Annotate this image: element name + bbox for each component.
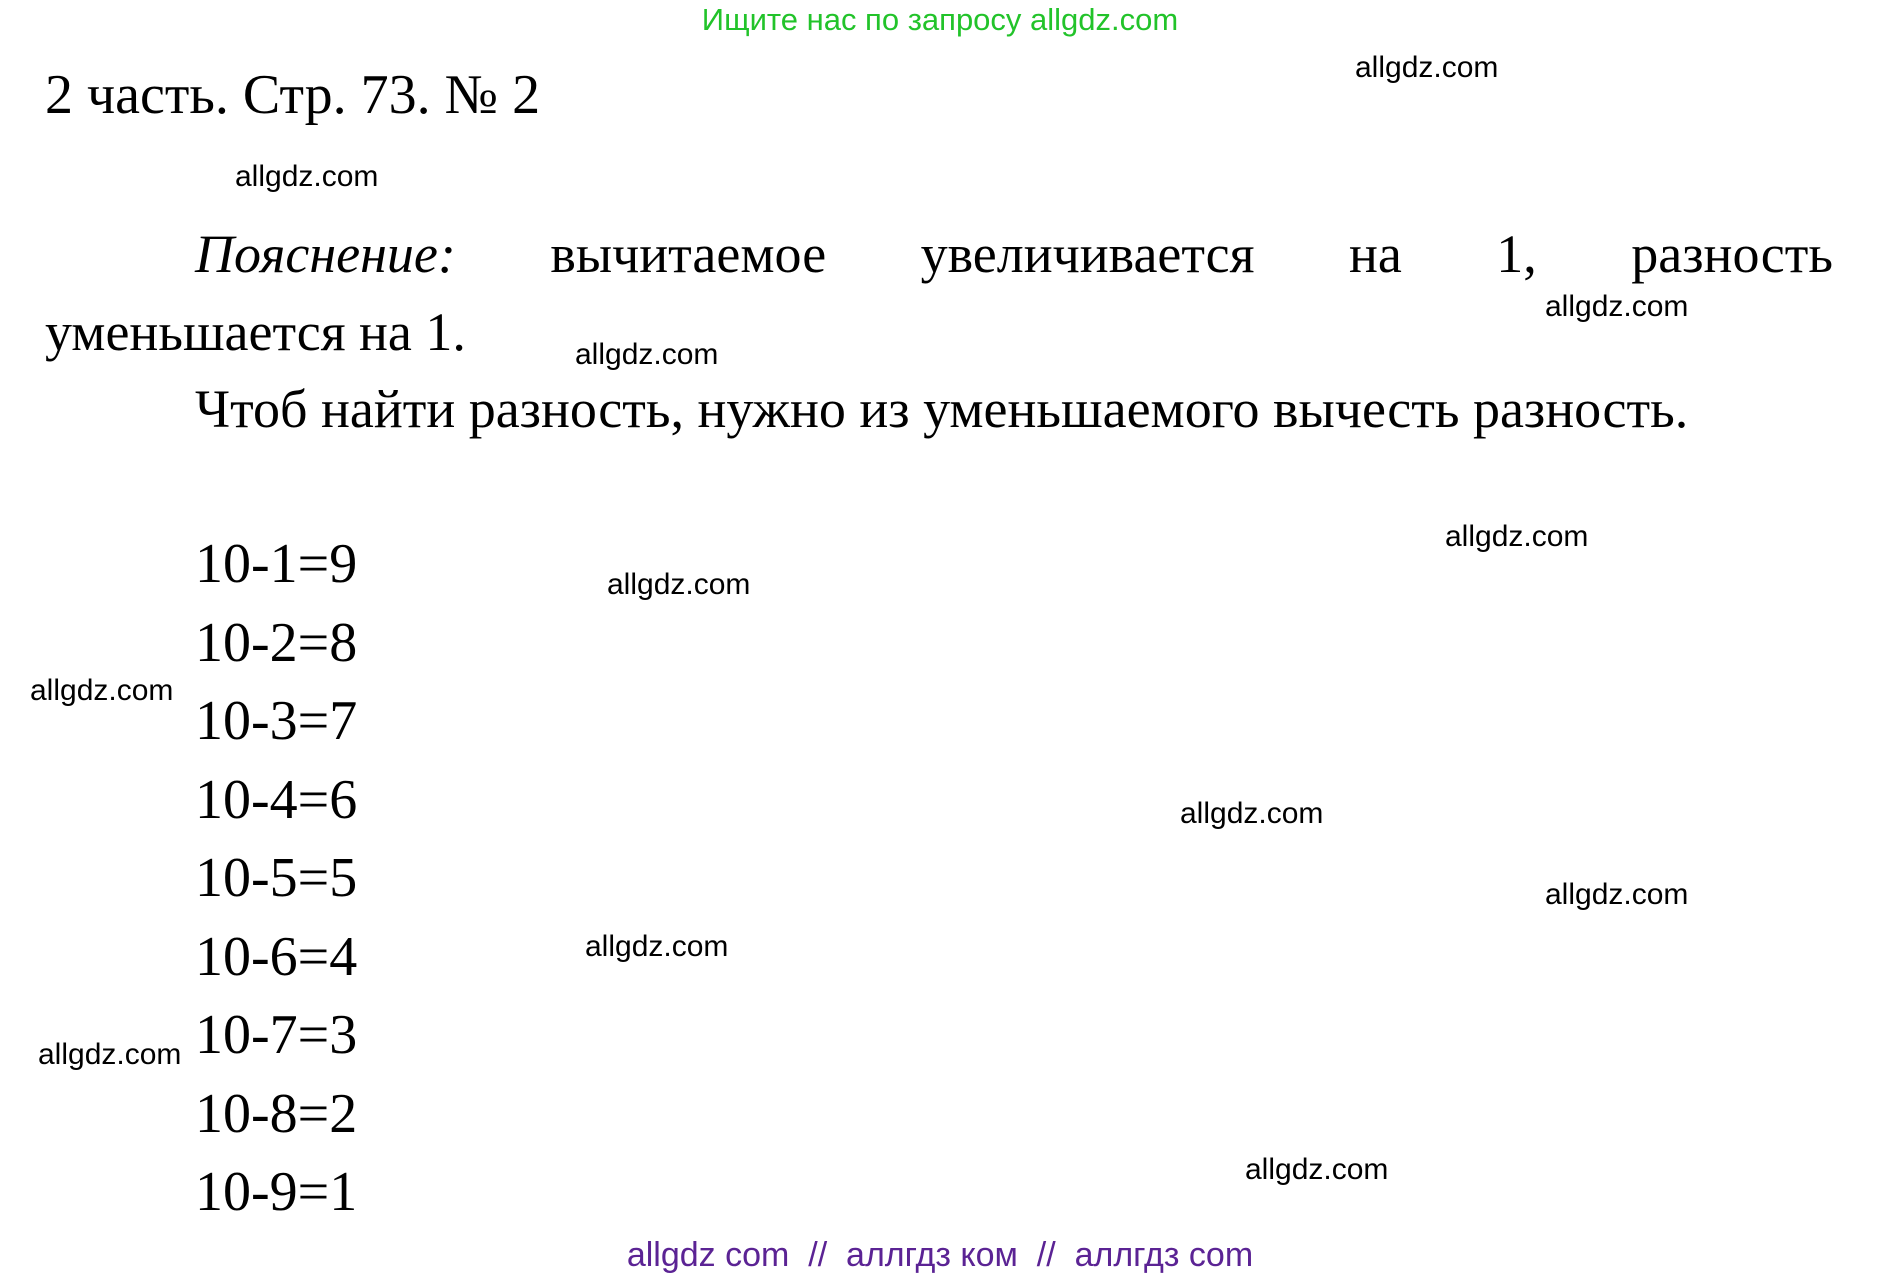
- equation: 10-6=4: [195, 925, 358, 988]
- watermark: allgdz.com: [575, 338, 719, 371]
- explanation-rule: Чтоб найти разность, нужно из уменьшаемого вычесть разность.: [195, 379, 1689, 439]
- explanation-word: на: [1348, 224, 1402, 284]
- equation: 10-4=6: [195, 768, 358, 831]
- watermark: allgdz.com: [585, 930, 729, 963]
- equation: 10-7=3: [195, 1004, 358, 1066]
- equation: 10-8=2: [195, 1082, 358, 1145]
- page-title: 2 часть. Стр. 73. № 2: [45, 64, 541, 126]
- watermark: allgdz.com: [1355, 51, 1499, 84]
- equation: 10-2=8: [195, 611, 358, 674]
- top-banner: Ищите нас по запросу allgdz.com: [701, 2, 1179, 37]
- watermark: allgdz.com: [1245, 1153, 1389, 1186]
- explanation-line-1: [195, 222, 1833, 286]
- explanation-line-2: уменьшается на 1.: [45, 302, 466, 362]
- watermark: allgdz.com: [1545, 290, 1689, 323]
- equation: 10-1=9: [195, 533, 358, 595]
- equation: 10-3=7: [195, 690, 358, 752]
- equation: 10-9=1: [195, 1161, 358, 1223]
- watermark: allgdz.com: [235, 160, 379, 193]
- explanation-word: разность: [1631, 224, 1833, 284]
- watermark: allgdz.com: [607, 568, 751, 601]
- watermark: allgdz.com: [30, 674, 174, 707]
- watermark: allgdz.com: [38, 1038, 182, 1071]
- explanation-word: увеличивается: [920, 224, 1255, 284]
- equation-list: [195, 525, 357, 1232]
- footer-links: allgdz com // аллгдз ком // аллгдз com: [626, 1236, 1254, 1274]
- equation: 10-5=5: [195, 847, 358, 909]
- explanation-word: 1,: [1496, 224, 1537, 284]
- explanation-word: вычитаемое: [550, 224, 827, 284]
- watermark: allgdz.com: [1445, 520, 1589, 553]
- explanation-label: Пояснение:: [195, 224, 456, 284]
- watermark: allgdz.com: [1545, 878, 1689, 911]
- watermark: allgdz.com: [1180, 797, 1324, 830]
